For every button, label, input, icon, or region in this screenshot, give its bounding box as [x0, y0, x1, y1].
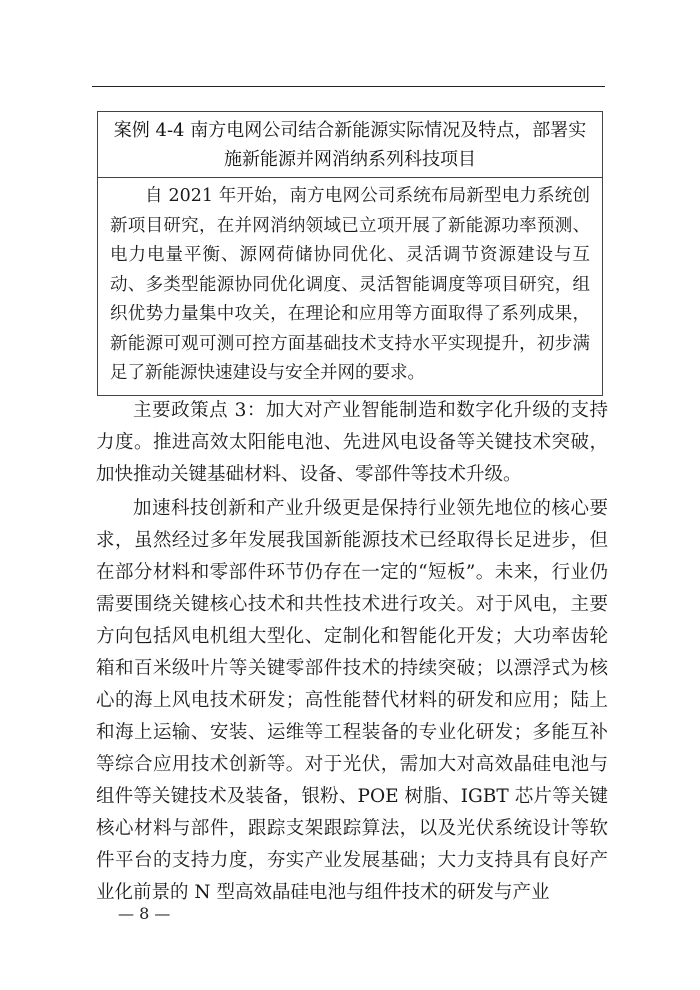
- case-study-box: [97, 111, 603, 396]
- body-paragraph: 加速科技创新和产业升级更是保持行业领先地位的核心要求，虽然经过多年发展我国新能源技术已经取得长足进步，但在部分材料和零部件环节仍存在一定的“短板”。未来，行业仍需要围绕关键核心技术和共性技术进行攻关。对于风电，主要方向包括风电机组大型化、定制化和智能化开发；大功率齿轮箱和百米级叶片等关键零部件技术的持续突破；以漂浮式为核心的海上风电技术研发；高性能替代材料的研发和应用；陆上和海上运输、安装、运维等工程装备的专业化研发；多能互补等综合应用技术创新等。对于光伏，需加大对高效晶硅电池与组件等关键技术及装备，银粉、POE 树脂、IGBT 芯片等关键核心材料与部件，跟踪支架跟踪算法，以及光伏系统设计等软件平台的支持力度，夯实产业发展基础；大力支持具有良好产业化前景的 N 型高效晶硅电池与组件技术的研发与产业: [96, 498, 608, 903]
- header-rule: [92, 86, 605, 87]
- page-number: — 8 —: [118, 904, 171, 923]
- case-study-title: 案例 4-4 南方电网公司结合新能源实际情况及特点，部署实施新能源并网消纳系列科技项目: [98, 112, 602, 178]
- policy-point-paragraph: 主要政策点 3：加大对产业智能制造和数字化升级的支持力度。推进高效太阳能电池、先进风电设备等关键技术突破，加快推动关键基础材料、设备、零部件等技术升级。: [96, 400, 608, 485]
- case-study-body: 自 2021 年开始，南方电网公司系统布局新型电力系统创新项目研究，在并网消纳领域已立项开展了新能源功率预测、电力电量平衡、源网荷储协同优化、灵活调节资源建设与互动、多类型能源协同优化调度、灵活智能调度等项目研究，组织优势力量集中攻关，在理论和应用等方面取得了系列成果，新能源可观可测可控方面基础技术支持水平实现提升，初步满足了新能源快速建设与安全并网的要求。: [110, 186, 590, 383]
- main-text: [96, 395, 608, 911]
